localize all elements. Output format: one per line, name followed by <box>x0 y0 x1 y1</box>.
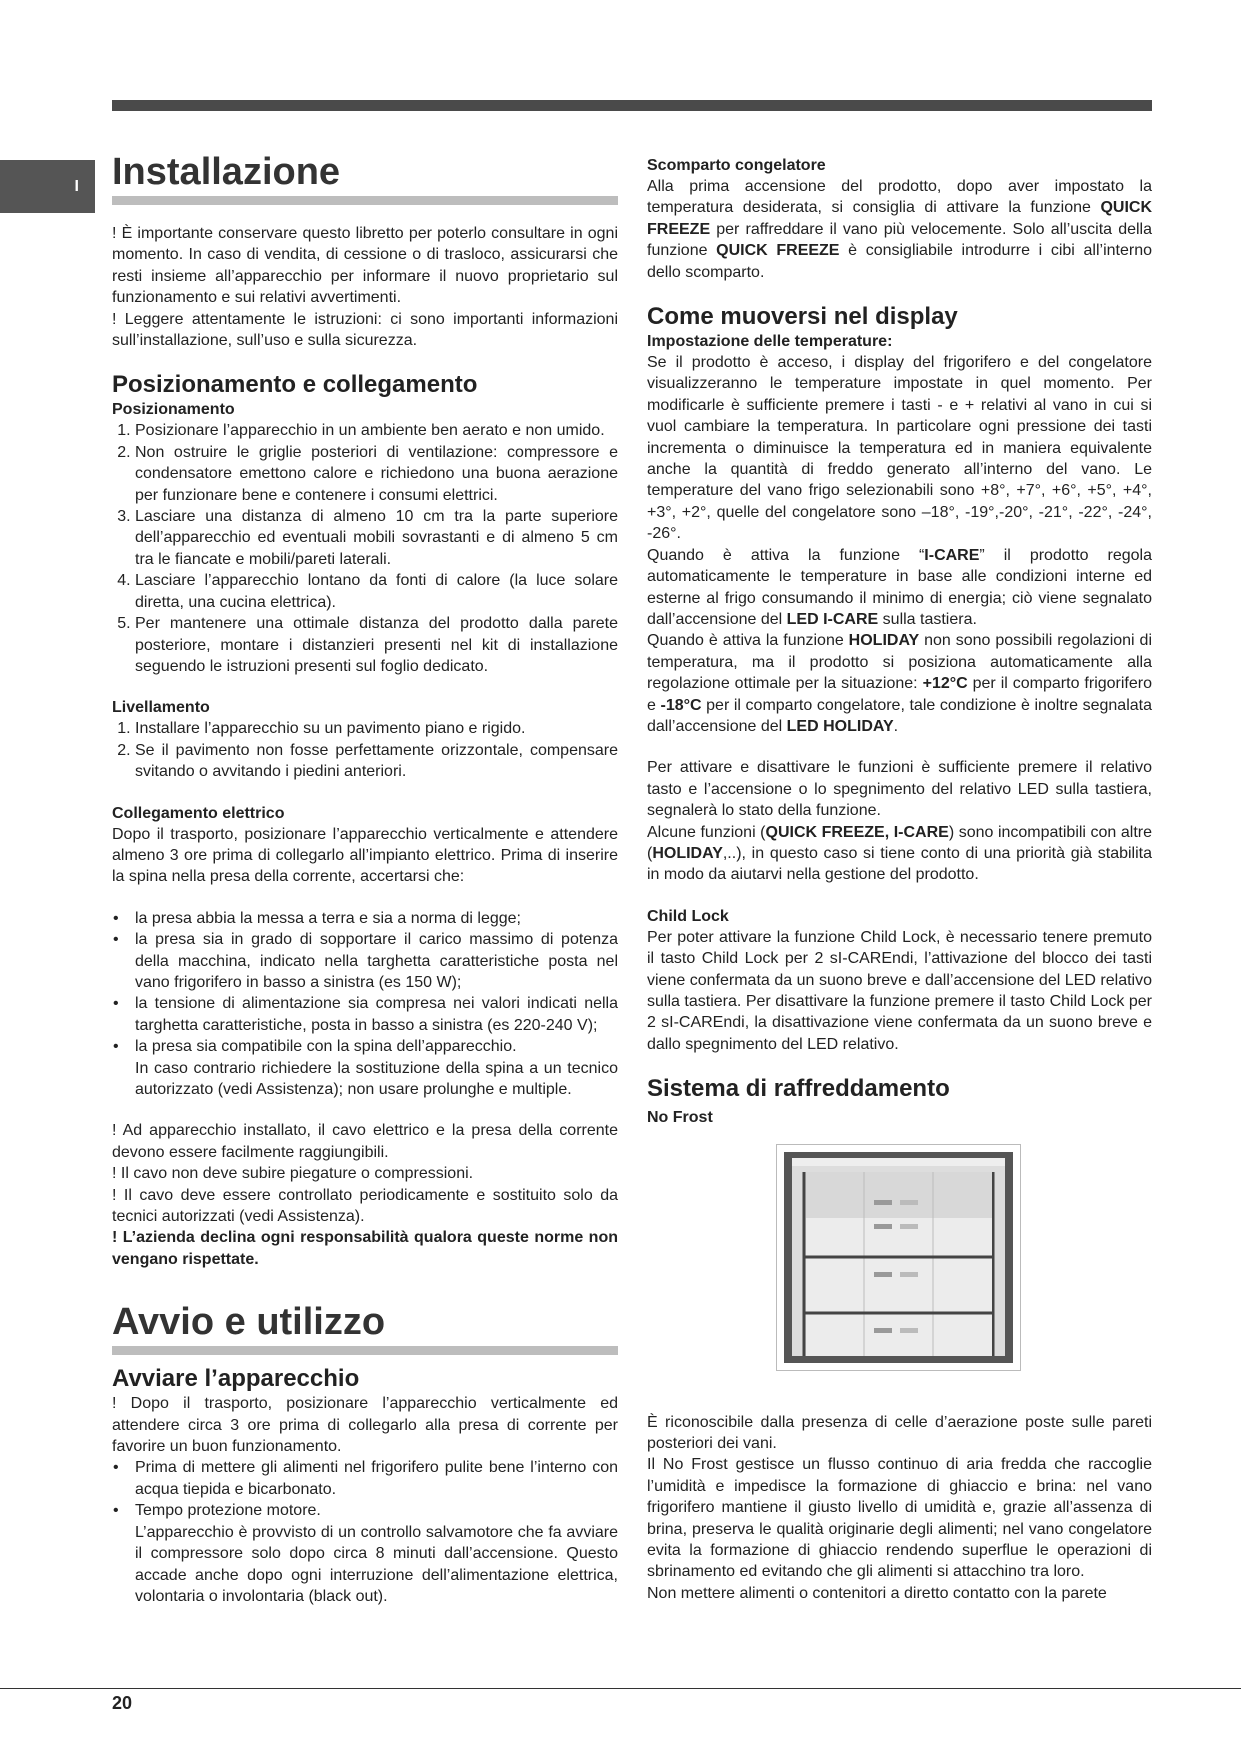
avvio-intro: ! Dopo il trasporto, posizionare l’apparecchio verticalmente ed attendere circa 3 ore prima di collegarlo alla presa di corrente per favorire un buon funzionamento. <box>112 1395 618 1456</box>
list-item: 2. Non ostruire le griglie posteriori di ventilazione: compressore e condensatore emettono calore e richiedono una buona aerazione per funzionare bene e contenere i consumi elettrici. <box>135 442 618 506</box>
list-item: 5. Per mantenere una ottimale distanza del prodotto dalla parete posteriore, montare i distanzieri presenti nel kit di installazione seguendo le istruzioni presenti sul foglio dedicato. <box>135 613 618 677</box>
footer-rule <box>0 1688 1241 1689</box>
top-rule <box>112 100 1152 111</box>
avvio-list <box>112 1457 618 1607</box>
list-item: • la presa sia compatibile con la spina dell’apparecchio. <box>135 1036 618 1057</box>
no-frost-fridge-illustration <box>776 1144 1021 1371</box>
levelling-list <box>112 718 618 782</box>
heading-avvio: Avvio e utilizzo <box>112 1300 618 1355</box>
warning-4: ! L’azienda declina ogni responsabilità qualora queste norme non vengano rispettate. <box>112 1229 618 1268</box>
display-paragraph-5: Alcune funzioni (QUICK FREEZE, I-CARE) sono incompatibili con altre (HOLIDAY,..), in questo caso si tiene conto di una priorità già stabilita in modo da aiutarvi nella gestione del prodotto. <box>647 823 1152 884</box>
subheading-posizionamento: Posizionamento <box>112 401 235 419</box>
heading-raffreddamento: Sistema di raffreddamento <box>647 1075 950 1103</box>
left-column <box>112 150 618 1607</box>
list-item: 4. Lasciare l’apparecchio lontano da fonti di calore (la luce solare diretta, una cucina elettrica). <box>135 570 618 613</box>
heading-display: Come muoversi nel display <box>647 303 958 331</box>
display-paragraph-1: Se il prodotto è acceso, i display del frigorifero e del congelatore visualizzeranno le temperature impostate in quel momento. Per modificarle è sufficiente premere i tasti - e + relativi al vano in cui si vuol cambiare la temperatura. In particolare ogni pressione dei tasti incrementa o diminuisce la temperatura ed in maniera equivalente anche la quantità di freddo generato all’interno del vano. Le temperature del vano frigo selezionabili sono +8°, +7°, +6°, +5°, +4°, +3°, +2°, quelle del congelatore sono –18°, -19°,-20°, -21°, -22°, -24°, -26°. <box>647 354 1152 543</box>
plug-note: In caso contrario richiedere la sostituzione della spina a un tecnico autorizzato (vedi Assistenza); non usare prolunghe e multiple. <box>135 1059 618 1098</box>
child-lock-paragraph: Per poter attivare la funzione Child Lock, è necessario tenere premuto il tasto Child Lock per 2 sI-CAREndi, l’attivazione del blocco dei tasti viene confermata da un suono breve e dall’accensione del LED relativo sulla tastiera. Per disattivare la funzione premere il tasto Child Lock per 2 sI-CAREndi, la disattivazione viene confermata da un suono breve e dallo spegnimento del LED relativo. <box>647 928 1152 1053</box>
list-item: 1. Posizionare l’apparecchio in un ambiente ben aerato e non umido. <box>135 420 618 441</box>
no-frost-paragraph-2: Il No Frost gestisce un flusso continuo di aria fredda che raccoglie l’umidità e impedisce la formazione di ghiaccio e brina: nel vano frigorifero mantiene il giusto livello di umidità e, grazie all’assenza di brina, preserva le qualità originarie degli alimenti; nel vano congelatore evita la formazione di ghiaccio rendendo superflue le operazioni di sbrinamento ed evitando che gli alimenti si attacchino tra loro. <box>647 1456 1152 1581</box>
subheading-scomparto: Scomparto congelatore <box>647 157 826 174</box>
positioning-list <box>112 420 618 677</box>
display-paragraph-3: Quando è attiva la funzione HOLIDAY non sono possibili regolazioni di temperatura, ma il prodotto si posiziona automaticamente alla regolazione ottimale per la situazione: +12°C per il comparto frigorifero e -18°C per il comparto congelatore, tale condizione è inoltre segnalata dall’accensione del LED HOLIDAY. <box>647 632 1153 735</box>
heading-posizionamento: Posizionamento e collegamento <box>112 371 478 399</box>
list-item: 3. Lasciare una distanza di almeno 10 cm tra la parte superiore dell’apparecchio ed eventuali mobili sovrastanti e di almeno 5 cm tra le fiancate e mobili/pareti laterali. <box>135 506 618 570</box>
warning-2: ! Il cavo non deve subire piegature o compressioni. <box>112 1165 474 1183</box>
display-paragraph-2: Quando è attiva la funzione “I-CARE” il prodotto regola automaticamente le temperature in base alle condizioni interne ed esterne al frigo consumando il minimo di energia; ciò viene segnalato dall’accensione del LED I-CARE sulla tastiera. <box>647 546 1152 628</box>
subheading-child-lock: Child Lock <box>647 907 729 925</box>
list-item: • Tempo protezione motore. L’apparecchio è provvisto di un controllo salvamotore che fa avviare il compressore solo dopo circa 8 minuti dall’accensione. Questo accade anche dopo ogni interruzione dell’alimentazione elettrica, volontaria o involontaria (black out). <box>135 1500 618 1607</box>
intro-paragraph-2: ! Leggere attentamente le istruzioni: ci sono importanti informazioni sull’installazione, sull’uso e sulla sicurezza. <box>112 310 618 350</box>
language-tab: I <box>0 160 95 213</box>
collegamento-intro: Dopo il trasporto, posizionare l’apparecchio verticalmente e attendere almeno 3 ore prima di collegarlo all’impianto elettrico. Prima di inserire la spina nella presa della corrente, accertarsi che: <box>112 825 618 886</box>
no-frost-paragraph-3: Non mettere alimenti o contenitori a diretto contatto con la parete <box>647 1584 1107 1602</box>
no-frost-paragraph-1: È riconoscibile dalla presenza di celle d’aerazione poste sulle pareti posteriori dei vani. <box>647 1413 1152 1453</box>
subheading-avviare: Avviare l’apparecchio <box>112 1365 360 1393</box>
intro-paragraph-1: ! È importante conservare questo libretto per poterlo consultare in ogni momento. In caso di vendita, di cessione o di trasloco, assicurarsi che resti insieme all’apparecchio per informare il nuovo proprietario sul funzionamento e sui relativi avvertimenti. <box>112 225 618 307</box>
list-item: 2. Se il pavimento non fosse perfettamente orizzontale, compensare svitando o avvitando i piedini anteriori. <box>135 740 618 783</box>
warning-1: ! Ad apparecchio installato, il cavo elettrico e la presa della corrente devono essere facilmente raggiungibili. <box>112 1122 618 1161</box>
subheading-livellamento: Livellamento <box>112 699 210 717</box>
list-item: 1. Installare l’apparecchio su un pavimento piano e rigido. <box>135 718 618 739</box>
right-column <box>647 155 1152 1604</box>
list-item: • la presa abbia la messa a terra e sia a norma di legge; <box>135 908 618 929</box>
list-item: • la tensione di alimentazione sia compresa nei valori indicati nella targhetta caratteristiche, posta in basso a sinistra (es 220-240 V); <box>135 993 618 1036</box>
warning-3: ! Il cavo deve essere controllato periodicamente e sostituito solo da tecnici autorizzati (vedi Assistenza). <box>112 1186 618 1226</box>
subheading-collegamento: Collegamento elettrico <box>112 804 285 822</box>
list-item: • la presa sia in grado di sopportare il carico massimo di potenza della macchina, indicato nella targhetta caratteristiche posta nel vano frigorifero in basso a sinistra (es 150 W); <box>135 929 618 993</box>
display-paragraph-4: Per attivare e disattivare le funzioni è sufficiente premere il relativo tasto e l’accensione o lo spegnimento del relativo LED sulla tastiera, segnalerà lo stato della funzione. <box>647 759 1152 820</box>
heading-installazione: Installazione <box>112 150 618 205</box>
electrical-checklist <box>112 908 618 1058</box>
subheading-temperature: Impostazione delle temperature: <box>647 333 893 351</box>
scomparto-paragraph: Alla prima accensione del prodotto, dopo aver impostato la temperatura desiderata, si consiglia di attivare la funzione QUICK FREEZE per raffreddare il vano più velocemente. Solo all’uscita della funzione QUICK FREEZE è consigliabile introdurre i cibi all’interno dello scomparto. <box>647 178 1152 281</box>
subheading-no-frost: No Frost <box>647 1109 713 1127</box>
list-item: • Prima di mettere gli alimenti nel frigorifero pulite bene l’interno con acqua tiepida e bicarbonato. <box>135 1457 618 1500</box>
assistenza-link[interactable]: vedi Assistenza <box>223 1081 334 1098</box>
page-number: 20 <box>112 1693 133 1713</box>
